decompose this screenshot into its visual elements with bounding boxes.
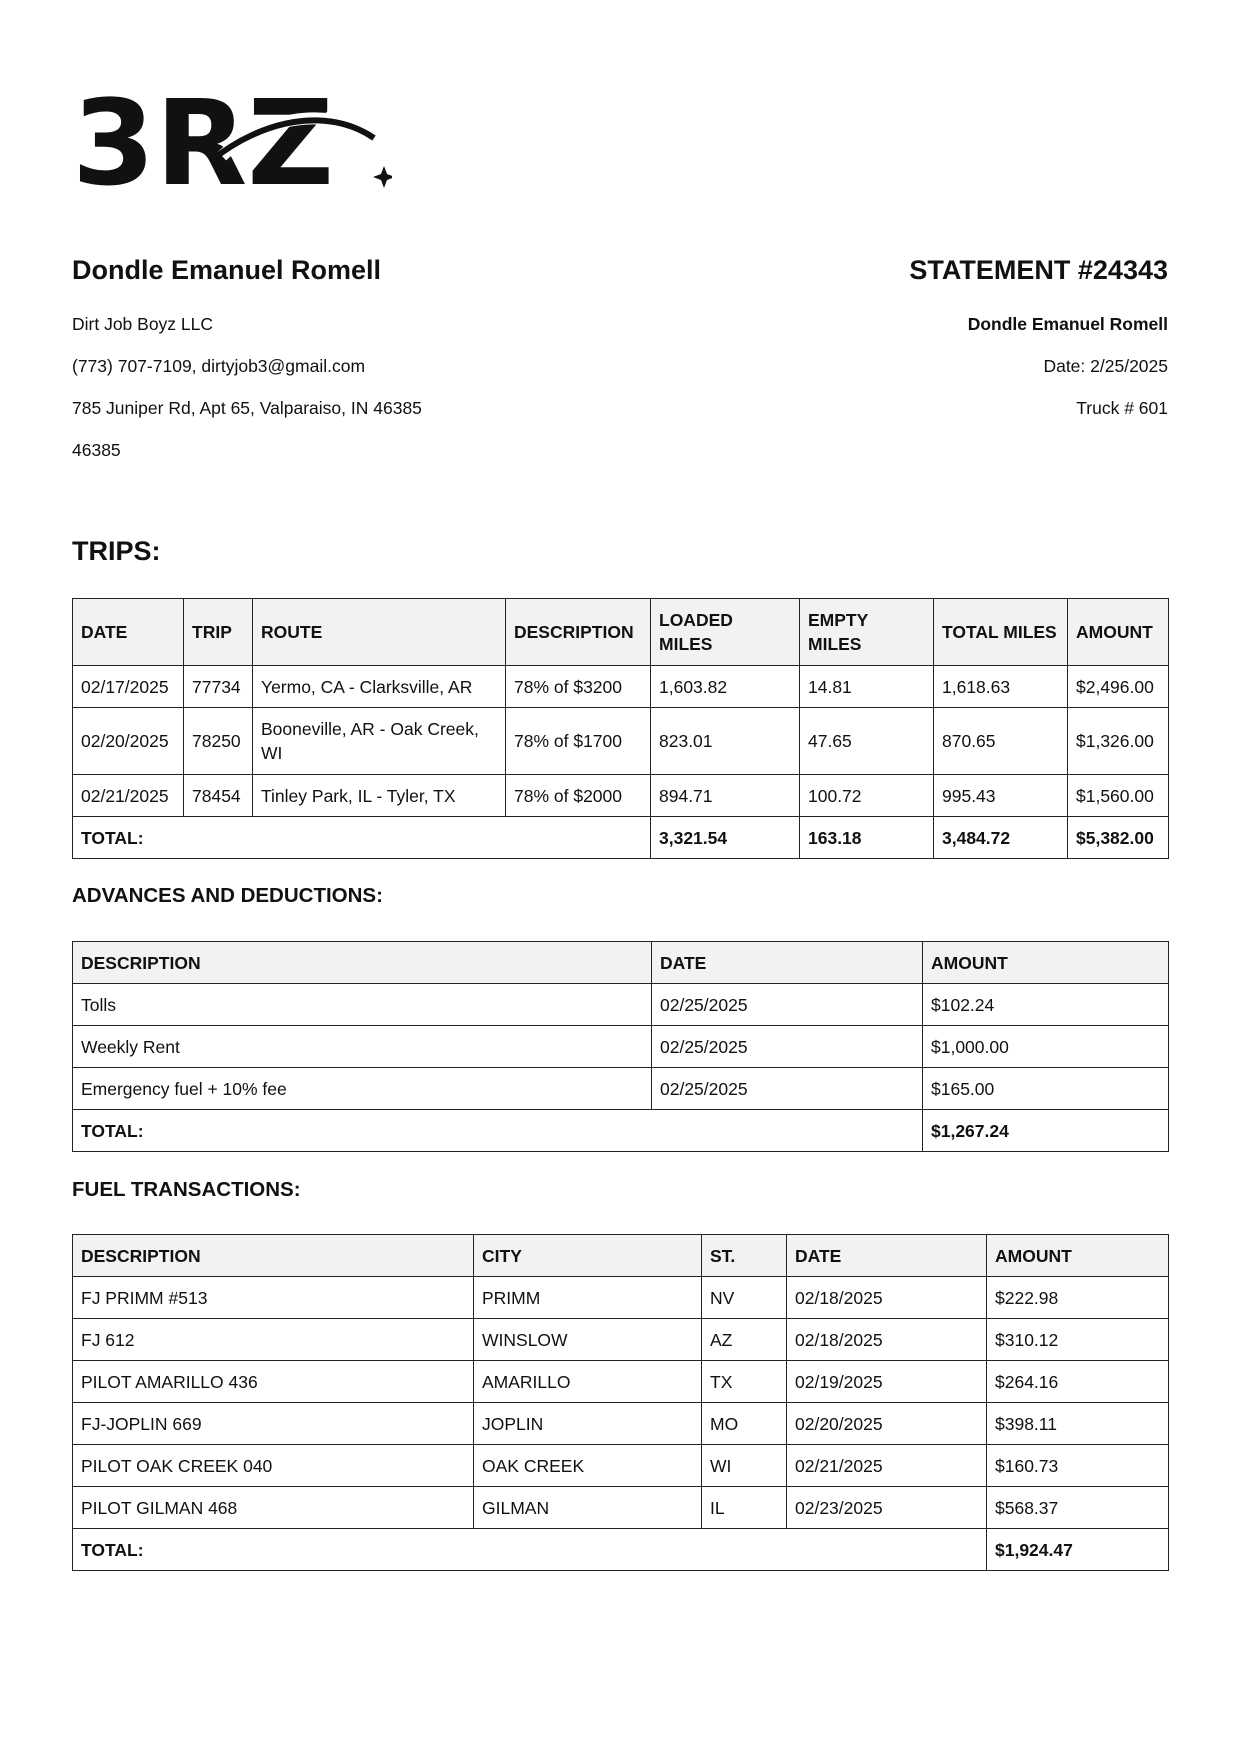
col-description: DESCRIPTION: [506, 599, 651, 666]
trip-date: 02/17/2025: [73, 666, 184, 708]
col-date: DATE: [787, 1235, 987, 1277]
trip-empty: 14.81: [800, 666, 934, 708]
table-row: [73, 708, 1169, 775]
statement-date: Date: 2/25/2025: [1043, 356, 1168, 376]
trip-loaded: 823.01: [651, 708, 800, 775]
table-row: [73, 1277, 1169, 1319]
advance-amount: $1,000.00: [923, 1026, 1169, 1068]
fuel-state: TX: [702, 1361, 787, 1403]
driver-contact: (773) 707-7109, dirtyjob3@gmail.com: [72, 356, 366, 376]
col-amount: AMOUNT: [987, 1235, 1169, 1277]
advance-date: 02/25/2025: [652, 1026, 923, 1068]
fuel-amount: $568.37: [987, 1487, 1169, 1529]
statement-name: Dondle Emanuel Romell: [967, 314, 1168, 334]
col-route: ROUTE: [253, 599, 506, 666]
fuel-city: JOPLIN: [474, 1403, 702, 1445]
trip-number: 78454: [184, 775, 253, 817]
total-label: TOTAL:: [73, 817, 651, 859]
fuel-table: [72, 1234, 1169, 1571]
table-row: [73, 1445, 1169, 1487]
fuel-city: GILMAN: [474, 1487, 702, 1529]
fuel-date: 02/19/2025: [787, 1361, 987, 1403]
statement-truck: Truck # 601: [1076, 398, 1168, 418]
driver-address: 785 Juniper Rd, Apt 65, Valparaiso, IN 46385: [72, 398, 422, 418]
total-label: TOTAL:: [73, 1110, 923, 1152]
col-amount: AMOUNT: [1068, 599, 1169, 666]
fuel-amount: $398.11: [987, 1403, 1169, 1445]
trip-number: 78250: [184, 708, 253, 775]
trips-header-row: [73, 599, 1169, 666]
col-loaded-miles: LOADED MILES: [651, 599, 800, 666]
col-amount: AMOUNT: [923, 942, 1169, 984]
table-row: [73, 1487, 1169, 1529]
logo-text: 3RZ: [72, 78, 334, 196]
trip-loaded: 894.71: [651, 775, 800, 817]
trip-date: 02/21/2025: [73, 775, 184, 817]
trips-total-row: [73, 817, 1169, 859]
col-description: DESCRIPTION: [73, 1235, 474, 1277]
total-label: TOTAL:: [73, 1529, 987, 1571]
trip-number: 77734: [184, 666, 253, 708]
fuel-header-row: [73, 1235, 1169, 1277]
driver-company: Dirt Job Boyz LLC: [72, 314, 214, 334]
total-amount: $5,382.00: [1068, 817, 1169, 859]
fuel-date: 02/21/2025: [787, 1445, 987, 1487]
fuel-date: 02/20/2025: [787, 1403, 987, 1445]
advance-description: Tolls: [73, 984, 652, 1026]
table-row: [73, 775, 1169, 817]
trip-route: Tinley Park, IL - Tyler, TX: [253, 775, 506, 817]
col-trip: TRIP: [184, 599, 253, 666]
advance-amount: $165.00: [923, 1068, 1169, 1110]
col-city: CITY: [474, 1235, 702, 1277]
fuel-title: FUEL TRANSACTIONS:: [72, 1178, 301, 1201]
trip-empty: 47.65: [800, 708, 934, 775]
fuel-description: PILOT GILMAN 468: [73, 1487, 474, 1529]
statement-title: STATEMENT #24343: [909, 255, 1168, 285]
fuel-description: PILOT AMARILLO 436: [73, 1361, 474, 1403]
trip-total: 995.43: [934, 775, 1068, 817]
table-row: [73, 1403, 1169, 1445]
company-logo: [72, 78, 392, 196]
fuel-amount: $222.98: [987, 1277, 1169, 1319]
fuel-city: PRIMM: [474, 1277, 702, 1319]
advances-title: ADVANCES AND DEDUCTIONS:: [72, 884, 383, 907]
trip-total: 870.65: [934, 708, 1068, 775]
trip-amount: $1,326.00: [1068, 708, 1169, 775]
trip-route: Yermo, CA - Clarksville, AR: [253, 666, 506, 708]
fuel-city: AMARILLO: [474, 1361, 702, 1403]
driver-info: [72, 252, 632, 460]
fuel-city: OAK CREEK: [474, 1445, 702, 1487]
col-description: DESCRIPTION: [73, 942, 652, 984]
trip-amount: $1,560.00: [1068, 775, 1169, 817]
total-amount: $1,267.24: [923, 1110, 1169, 1152]
fuel-state: NV: [702, 1277, 787, 1319]
trip-date: 02/20/2025: [73, 708, 184, 775]
statement-info: [668, 252, 1168, 418]
advance-amount: $102.24: [923, 984, 1169, 1026]
table-row: [73, 1361, 1169, 1403]
trip-route: Booneville, AR - Oak Creek, WI: [253, 708, 506, 775]
trip-description: 78% of $2000: [506, 775, 651, 817]
table-row: [73, 666, 1169, 708]
trip-description: 78% of $3200: [506, 666, 651, 708]
fuel-total-row: [73, 1529, 1169, 1571]
advances-table: [72, 941, 1169, 1152]
total-empty: 163.18: [800, 817, 934, 859]
table-row: [73, 1319, 1169, 1361]
fuel-state: WI: [702, 1445, 787, 1487]
table-row: [73, 984, 1169, 1026]
col-total-miles: TOTAL MILES: [934, 599, 1068, 666]
col-state: ST.: [702, 1235, 787, 1277]
advance-date: 02/25/2025: [652, 984, 923, 1026]
trips-title: TRIPS:: [72, 536, 161, 566]
fuel-amount: $264.16: [987, 1361, 1169, 1403]
trip-empty: 100.72: [800, 775, 934, 817]
advance-description: Emergency fuel + 10% fee: [73, 1068, 652, 1110]
fuel-date: 02/23/2025: [787, 1487, 987, 1529]
col-empty-miles: EMPTY MILES: [800, 599, 934, 666]
total-loaded: 3,321.54: [651, 817, 800, 859]
col-date: DATE: [652, 942, 923, 984]
fuel-date: 02/18/2025: [787, 1277, 987, 1319]
driver-zip: 46385: [72, 440, 121, 460]
advance-description: Weekly Rent: [73, 1026, 652, 1068]
fuel-state: AZ: [702, 1319, 787, 1361]
fuel-state: IL: [702, 1487, 787, 1529]
total-miles: 3,484.72: [934, 817, 1068, 859]
advance-date: 02/25/2025: [652, 1068, 923, 1110]
trips-table: [72, 598, 1169, 859]
trip-loaded: 1,603.82: [651, 666, 800, 708]
total-amount: $1,924.47: [987, 1529, 1169, 1571]
table-row: [73, 1068, 1169, 1110]
trip-description: 78% of $1700: [506, 708, 651, 775]
fuel-description: PILOT OAK CREEK 040: [73, 1445, 474, 1487]
col-date: DATE: [73, 599, 184, 666]
fuel-state: MO: [702, 1403, 787, 1445]
driver-name: Dondle Emanuel Romell: [72, 255, 382, 285]
advances-total-row: [73, 1110, 1169, 1152]
fuel-description: FJ PRIMM #513: [73, 1277, 474, 1319]
fuel-amount: $310.12: [987, 1319, 1169, 1361]
advances-header-row: [73, 942, 1169, 984]
fuel-date: 02/18/2025: [787, 1319, 987, 1361]
fuel-description: FJ 612: [73, 1319, 474, 1361]
fuel-description: FJ-JOPLIN 669: [73, 1403, 474, 1445]
fuel-city: WINSLOW: [474, 1319, 702, 1361]
fuel-amount: $160.73: [987, 1445, 1169, 1487]
sparkle-icon: [373, 166, 392, 188]
trip-amount: $2,496.00: [1068, 666, 1169, 708]
trip-total: 1,618.63: [934, 666, 1068, 708]
table-row: [73, 1026, 1169, 1068]
